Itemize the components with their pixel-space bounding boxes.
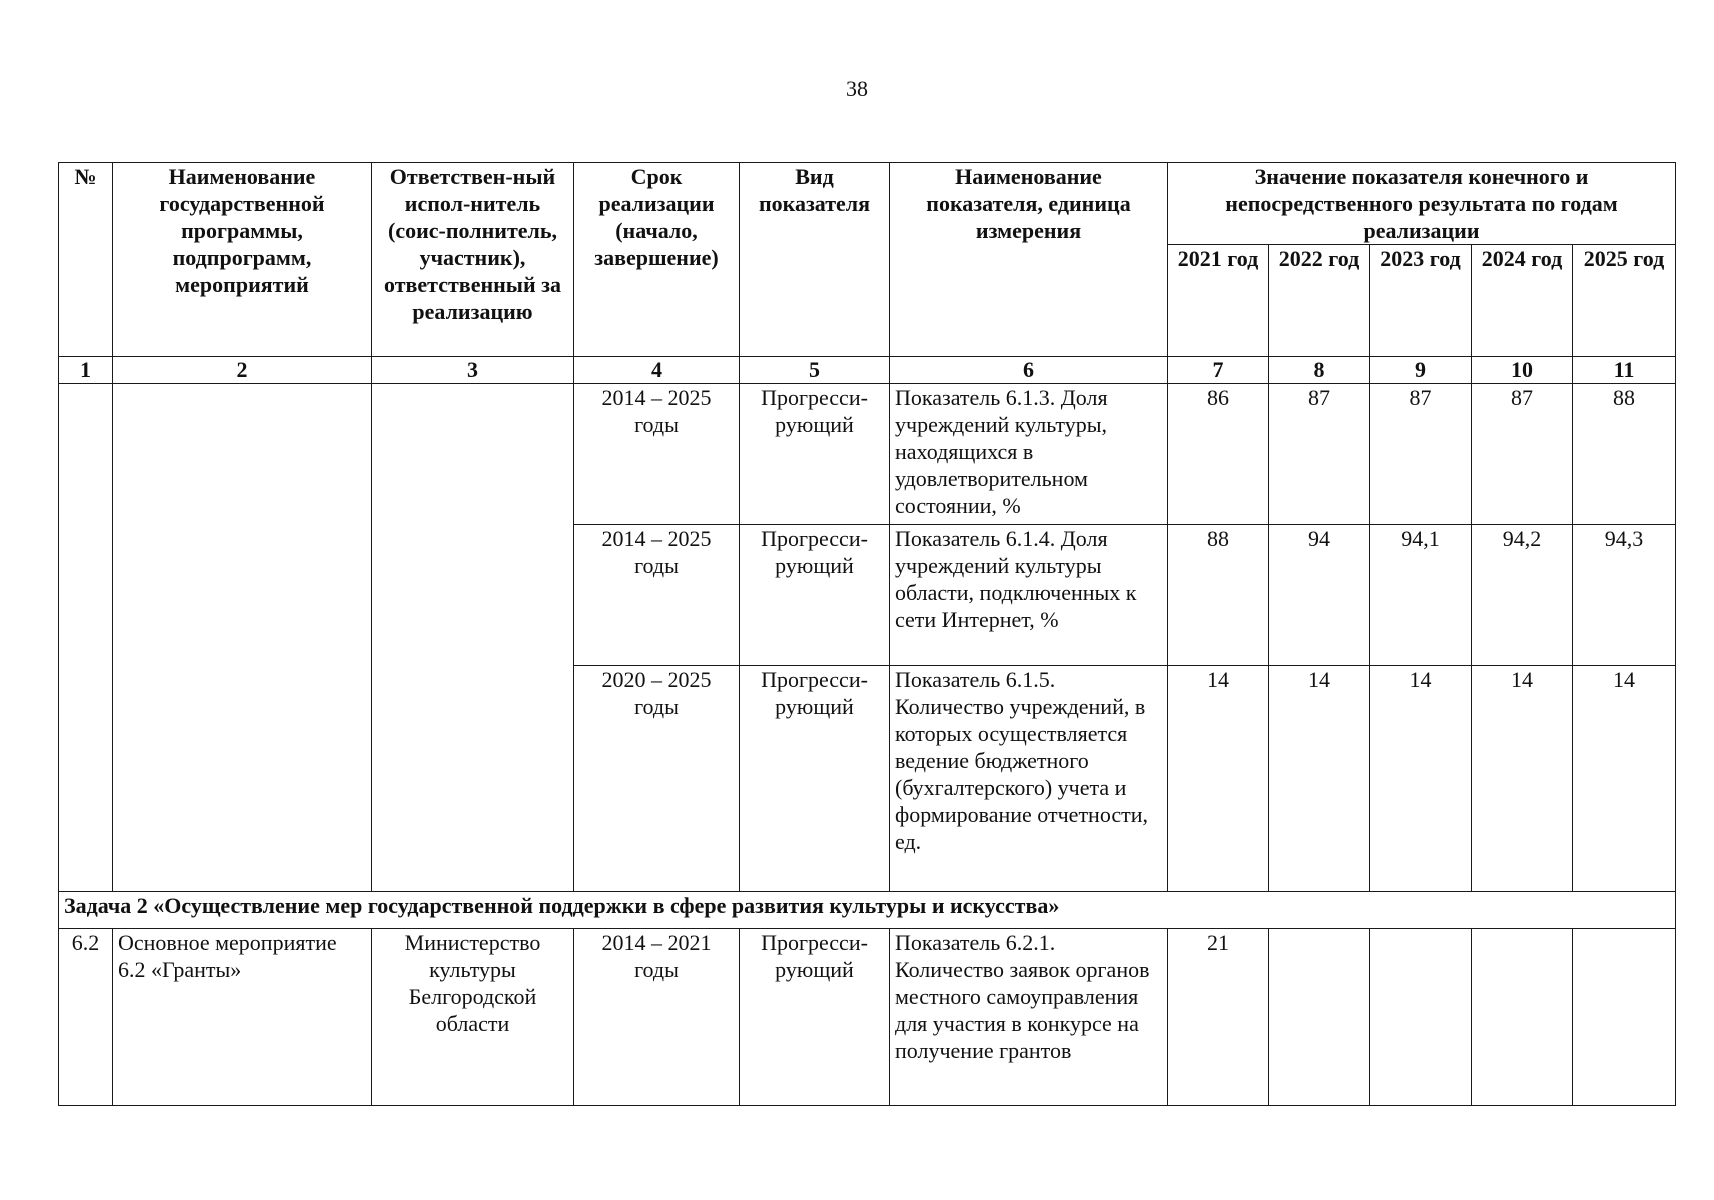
header-indicator-name: Наименование показателя, единица измерения — [890, 163, 1168, 357]
table-row — [59, 384, 1676, 525]
cell-value-2025: 88 — [1573, 384, 1676, 525]
cell-number: 6.2 — [59, 929, 113, 1106]
page-number: 38 — [846, 76, 868, 101]
column-numbers-row — [59, 357, 1676, 384]
cell-value-2025 — [1573, 929, 1676, 1106]
cell-value-2025: 14 — [1573, 666, 1676, 892]
column-number: 10 — [1472, 357, 1573, 384]
column-number: 4 — [574, 357, 740, 384]
cell-value-2022: 14 — [1269, 666, 1370, 892]
cell-period: 2014 – 2025 годы — [574, 384, 740, 525]
cell-value-2023: 14 — [1370, 666, 1472, 892]
column-number: 5 — [740, 357, 890, 384]
header-number: № — [59, 163, 113, 357]
header-indicator-type: Вид показателя — [740, 163, 890, 357]
cell-value-2021: 14 — [1168, 666, 1269, 892]
cell-value-2021: 86 — [1168, 384, 1269, 525]
cell-indicator-type: Прогресси-рующий — [740, 929, 890, 1106]
cell-program-name: Основное мероприятие 6.2 «Гранты» — [113, 929, 372, 1106]
cell-number-empty — [59, 384, 113, 892]
column-number: 3 — [372, 357, 574, 384]
header-executor: Ответствен-ный испол-нитель (соис-полнитель, участник), ответственный за реализацию — [372, 163, 574, 357]
cell-value-2021: 88 — [1168, 525, 1269, 666]
column-number: 6 — [890, 357, 1168, 384]
cell-value-2025: 94,3 — [1573, 525, 1676, 666]
cell-period: 2020 – 2025 годы — [574, 666, 740, 892]
column-number: 7 — [1168, 357, 1269, 384]
header-period: Срок реализации (начало, завершение) — [574, 163, 740, 357]
header-year-2024: 2024 год — [1472, 245, 1573, 357]
header-values-group: Значение показателя конечного и непосредственного результата по годам реализации — [1168, 163, 1676, 245]
cell-value-2024 — [1472, 929, 1573, 1106]
cell-indicator-name: Показатель 6.2.1. Количество заявок органов местного самоуправления для участия в конкурсе на получение грантов — [890, 929, 1168, 1106]
cell-value-2023: 87 — [1370, 384, 1472, 525]
cell-value-2024: 87 — [1472, 384, 1573, 525]
cell-value-2023: 94,1 — [1370, 525, 1472, 666]
cell-value-2024: 94,2 — [1472, 525, 1573, 666]
column-number: 2 — [113, 357, 372, 384]
cell-value-2022: 87 — [1269, 384, 1370, 525]
cell-program-empty — [113, 384, 372, 892]
table-row — [59, 929, 1676, 1106]
cell-value-2023 — [1370, 929, 1472, 1106]
header-year-2023: 2023 год — [1370, 245, 1472, 357]
cell-indicator-type: Прогресси-рующий — [740, 666, 890, 892]
header-year-2022: 2022 год — [1269, 245, 1370, 357]
header-program-name: Наименование государственной программы, подпрограмм, мероприятий — [113, 163, 372, 357]
cell-period: 2014 – 2021 годы — [574, 929, 740, 1106]
cell-period: 2014 – 2025 годы — [574, 525, 740, 666]
cell-indicator-name: Показатель 6.1.5. Количество учреждений, в которых осуществляется ведение бюджетного (бухгалтерского) учета и формирование отчетности, ед. — [890, 666, 1168, 892]
header-year-2025: 2025 год — [1573, 245, 1676, 357]
cell-indicator-name: Показатель 6.1.4. Доля учреждений культуры области, подключенных к сети Интернет, % — [890, 525, 1168, 666]
task-title: Задача 2 «Осуществление мер государственной поддержки в сфере развития культуры и искусства» — [59, 892, 1676, 929]
column-number: 9 — [1370, 357, 1472, 384]
cell-executor-empty — [372, 384, 574, 892]
cell-indicator-type: Прогресси-рующий — [740, 525, 890, 666]
cell-value-2021: 21 — [1168, 929, 1269, 1106]
column-number: 11 — [1573, 357, 1676, 384]
task-row — [59, 892, 1676, 929]
column-number: 1 — [59, 357, 113, 384]
cell-indicator-name: Показатель 6.1.3. Доля учреждений культуры, находящихся в удовлетворительном состоянии, % — [890, 384, 1168, 525]
header-year-2021: 2021 год — [1168, 245, 1269, 357]
cell-value-2024: 14 — [1472, 666, 1573, 892]
column-number: 8 — [1269, 357, 1370, 384]
cell-value-2022: 94 — [1269, 525, 1370, 666]
cell-value-2022 — [1269, 929, 1370, 1106]
cell-indicator-type: Прогресси-рующий — [740, 384, 890, 525]
indicators-table — [58, 162, 1676, 1106]
cell-executor: Министерство культуры Белгородской области — [372, 929, 574, 1106]
